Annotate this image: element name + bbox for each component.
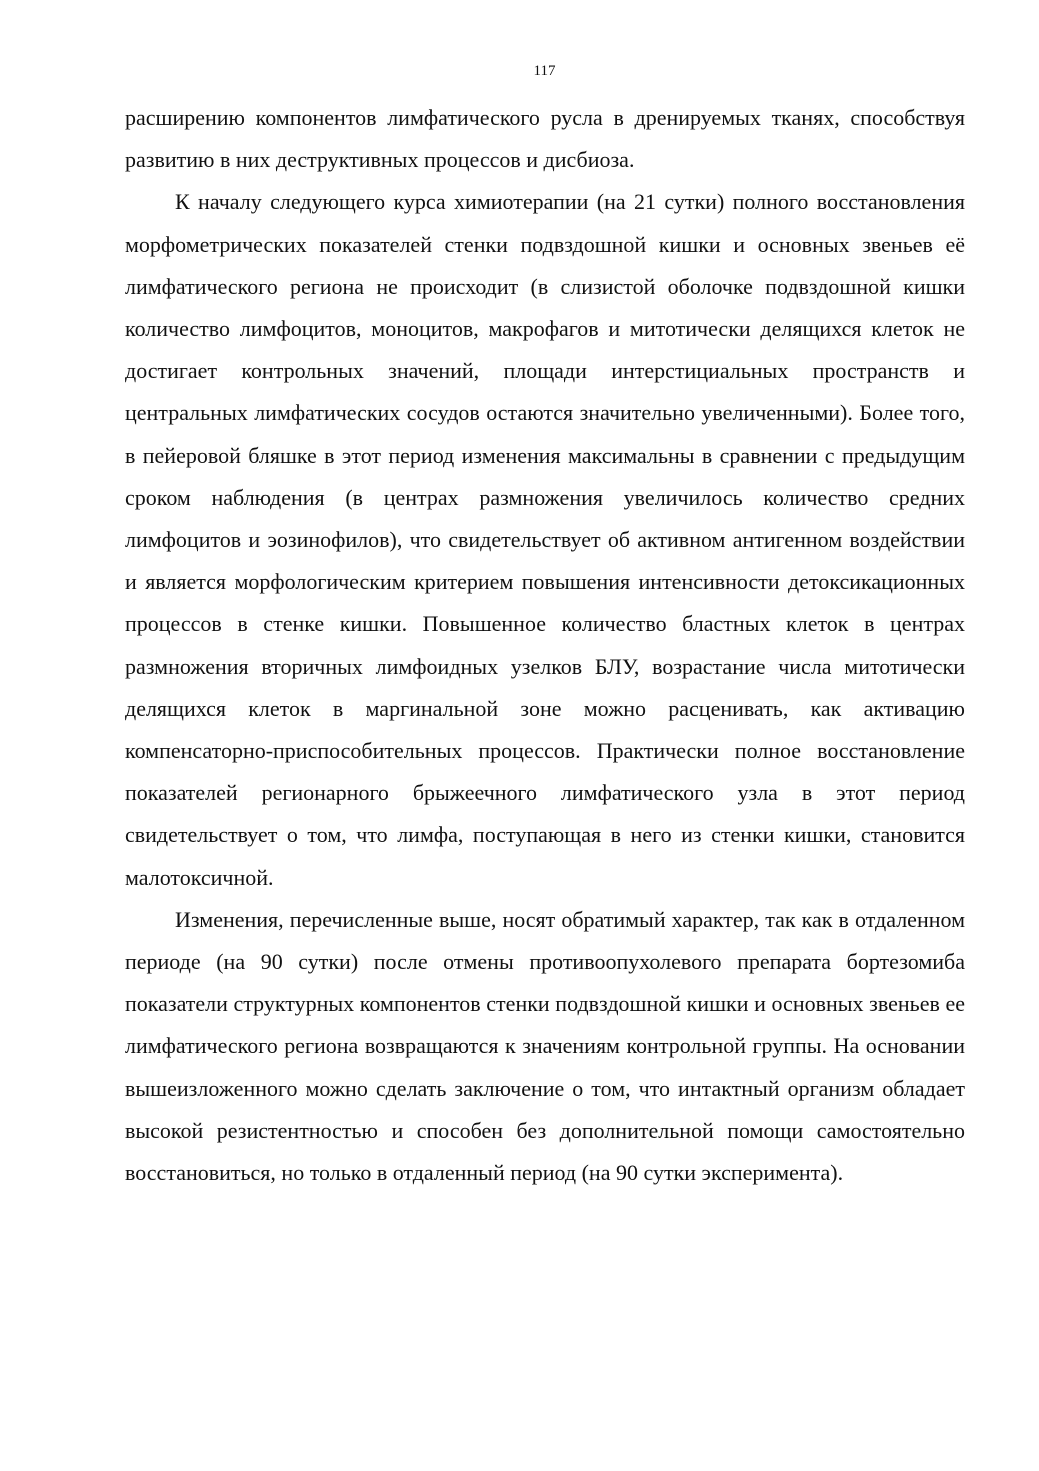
paragraph-chemotherapy-course: К началу следующего курса химиотерапии (на 21 сутки) полного восстановления морфометрических показателей стенки подвздошной кишки и основных звеньев её лимфатического региона не происходит (в слизистой оболочке подвздошной кишки количество лимфоцитов, моноцитов, макрофагов и митотически делящихся клеток не достигает контрольных значений, площади интерстициальных пространств и центральных лимфатических сосудов остаются значительно увеличенными). Более того, в пейеровой бляшке в этот период изменения максимальны в сравнении с предыдущим сроком наблюдения (в центрах размножения увеличилось количество средних лимфоцитов и эозинофилов), что свидетельствует об активном антигенном воздействии и является морфологическим критерием повышения интенсивности детоксикационных процессов в стенке кишки. Повышенное количество бластных клеток в центрах размножения вторичных лимфоидных узелков БЛУ, возрастание числа митотически делящихся клеток в маргинальной зоне можно расценивать, как активацию компенсаторно-приспособительных процессов. Практически полное восстановление показателей регионарного брыжеечного лимфатического узла в этот период свидетельствует о том, что лимфа, поступающая в него из стенки кишки, становится малотоксичной. [125, 189, 965, 890]
page-number: 117 [533, 63, 556, 79]
paragraph-reversible-changes: Изменения, перечисленные выше, носят обратимый характер, так как в отдаленном периоде (на 90 сутки) после отмены противоопухолевого препарата бортезомиба показатели структурных компонентов стенки подвздошной кишки и основных звеньев ее лимфатического региона возвращаются к значениям контрольной группы. На основании вышеизложенного можно сделать заключение о том, что интактный организм обладает высокой резистентностью и способен без дополнительной помощи самостоятельно восстановиться, но только в отдаленный период (на 90 сутки эксперимента). [125, 906, 965, 1186]
body-text [125, 97, 965, 1194]
paragraph-continuation: расширению компонентов лимфатического русла в дренируемых тканях, способствуя развитию в них деструктивных процессов и дисбиоза. [125, 105, 965, 173]
